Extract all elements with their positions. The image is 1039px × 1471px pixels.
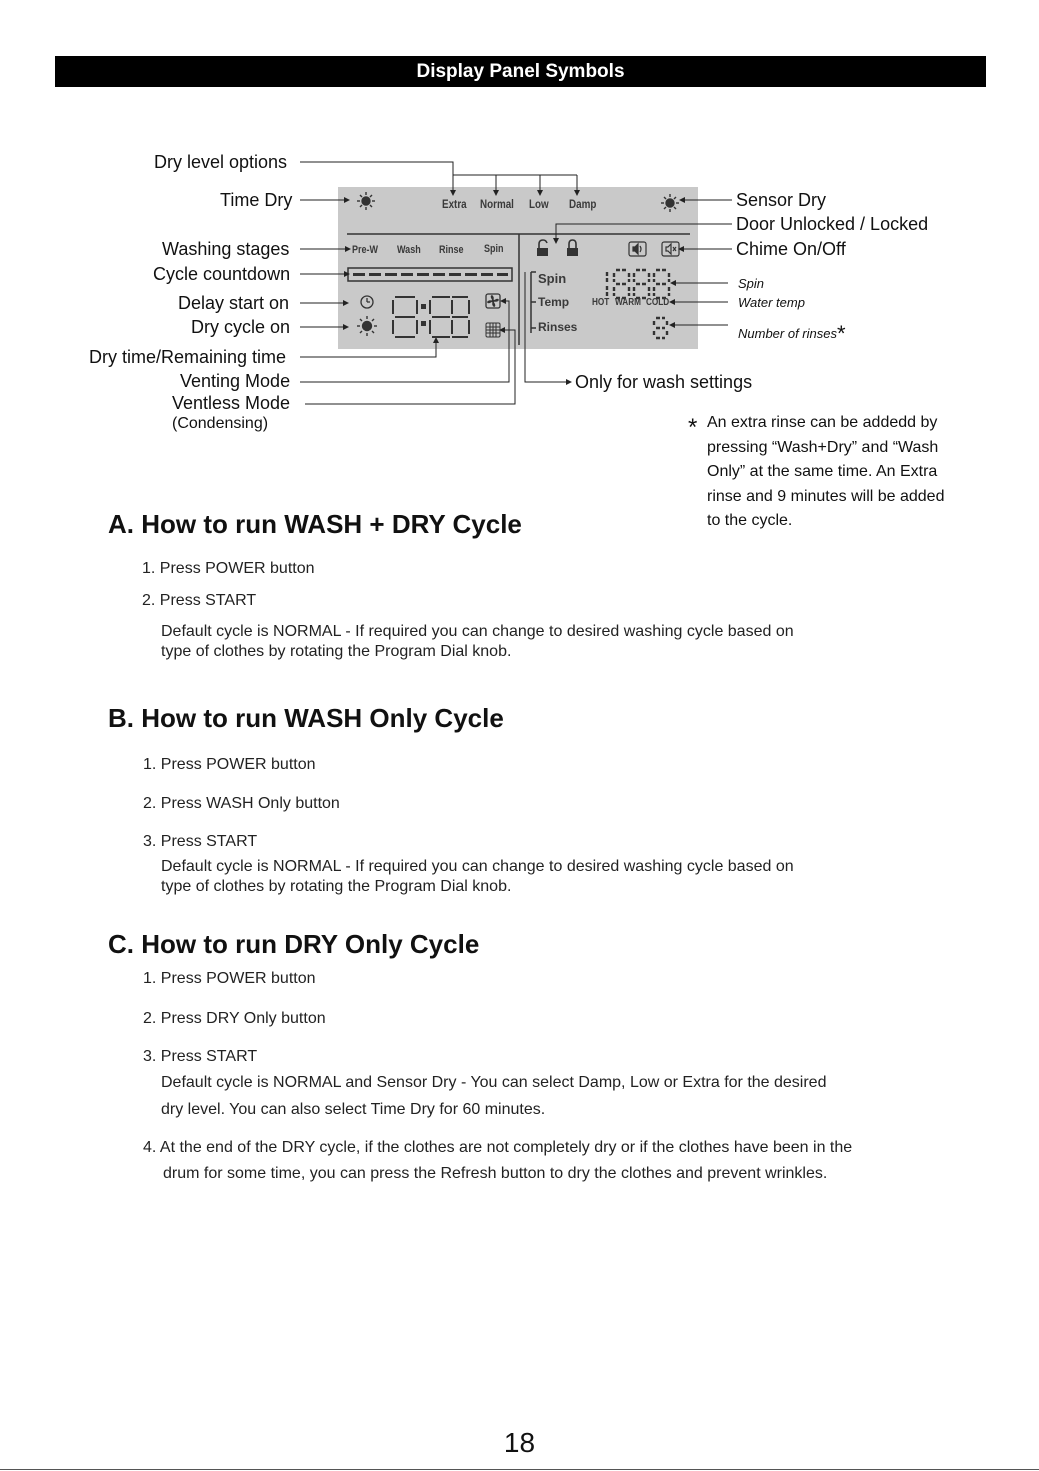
chime-off-icon: [662, 242, 679, 256]
footnote-asterisk: *: [688, 414, 698, 441]
label-cycle-countdown: Cycle countdown: [153, 264, 291, 284]
section-c-step-2: 2. Press DRY Only button: [143, 1010, 326, 1027]
label-dry-cycle: Dry cycle on: [191, 317, 291, 337]
chime-on-icon: [629, 242, 646, 256]
door-locked-icon: [567, 240, 578, 256]
sensor-dry-sun-icon: [661, 194, 679, 212]
label-spin: Spin: [738, 276, 765, 291]
rinse-count-digit: [654, 318, 667, 338]
section-a-heading: A. How to run WASH + DRY Cycle: [108, 509, 522, 539]
remaining-time-digits: [393, 297, 469, 337]
setting-temp: Temp: [538, 295, 570, 309]
label-condensing: (Condensing): [172, 415, 269, 432]
door-unlocked-icon: [537, 240, 548, 256]
footnote-text: An extra rinse can be addedd by pressing “Wash+Dry” and “Wash Only” at the same time. An Extra rinse and 9 minutes will be added to the cycle.: [707, 414, 945, 529]
label-chime: Chime On/Off: [736, 239, 846, 259]
stage-spin: Spin: [484, 243, 504, 255]
section-c-step-4-line-2: drum for some time, you can press the Refresh button to dry the clothes and prevent wrinkles.: [163, 1165, 828, 1182]
stage-rinse: Rinse: [439, 244, 464, 256]
label-venting-mode: Venting Mode: [180, 371, 291, 391]
label-ventless-mode: Ventless Mode: [172, 393, 291, 413]
section-a-step-2: 2. Press START: [142, 592, 257, 609]
ventless-condenser-icon: [486, 323, 500, 337]
dry-level-normal: Normal: [480, 197, 514, 211]
dry-level-extra: Extra: [442, 197, 467, 211]
section-a-note-2: type of clothes by rotating the Program Dial knob.: [161, 643, 512, 660]
label-door-lock: Door Unlocked / Locked: [736, 214, 929, 234]
label-dry-time: Dry time/Remaining time: [89, 347, 287, 367]
temp-warm: WARM: [615, 297, 641, 308]
section-c-note-2: dry level. You can also select Time Dry for 60 minutes.: [161, 1101, 546, 1118]
label-dry-level-options: Dry level options: [154, 152, 288, 172]
temp-cold: COLD: [646, 297, 670, 308]
section-b-heading: B. How to run WASH Only Cycle: [108, 703, 504, 733]
page-title: Display Panel Symbols: [416, 61, 625, 82]
section-b-step-3: 3. Press START: [143, 833, 258, 850]
label-time-dry: Time Dry: [220, 190, 293, 210]
label-delay-start: Delay start on: [178, 293, 290, 313]
label-washing-stages: Washing stages: [162, 239, 290, 259]
rinses-asterisk: *: [836, 321, 846, 346]
label-sensor-dry: Sensor Dry: [736, 190, 827, 210]
section-c-step-3: 3. Press START: [143, 1048, 258, 1065]
section-c-heading: C. How to run DRY Only Cycle: [108, 929, 480, 959]
venting-fan-icon: [486, 294, 500, 308]
section-b-step-2: 2. Press WASH Only button: [143, 795, 340, 812]
label-number-of-rinses-text: Number of rinses: [738, 326, 837, 341]
footer-rule: [0, 1469, 1039, 1470]
dry-level-damp: Damp: [569, 197, 597, 211]
stage-prewash: Pre-W: [352, 244, 379, 256]
time-dry-sun-icon: [357, 192, 375, 210]
section-c-step-4-line-1: 4. At the end of the DRY cycle, if the clothes are not completely dry or if the clothes have been in the: [143, 1139, 853, 1156]
section-c-note-1: Default cycle is NORMAL and Sensor Dry - You can select Damp, Low or Extra for the desired: [161, 1074, 827, 1091]
stage-wash: Wash: [397, 244, 421, 256]
dry-cycle-sun-icon: [357, 316, 377, 336]
setting-spin: Spin: [538, 271, 567, 286]
spin-speed-digits: [607, 270, 669, 298]
setting-rinses: Rinses: [538, 320, 578, 334]
section-b-note-1: Default cycle is NORMAL - If required you can change to desired washing cycle based on: [161, 858, 794, 875]
label-only-wash-settings: Only for wash settings: [575, 372, 753, 392]
section-a-note-1: Default cycle is NORMAL - If required you can change to desired washing cycle based on: [161, 623, 794, 640]
section-b-step-1: 1. Press POWER button: [143, 756, 316, 773]
section-c-step-1: 1. Press POWER button: [143, 970, 316, 987]
temp-hot: HOT: [592, 297, 610, 308]
label-number-of-rinses: [738, 318, 846, 344]
page-number: 18: [503, 1427, 536, 1458]
clock-icon: [361, 296, 373, 308]
dry-level-low: Low: [529, 197, 549, 211]
label-water-temp: Water temp: [738, 295, 805, 310]
section-a-step-1: 1. Press POWER button: [142, 560, 315, 577]
section-b-note-2: type of clothes by rotating the Program Dial knob.: [161, 878, 512, 895]
